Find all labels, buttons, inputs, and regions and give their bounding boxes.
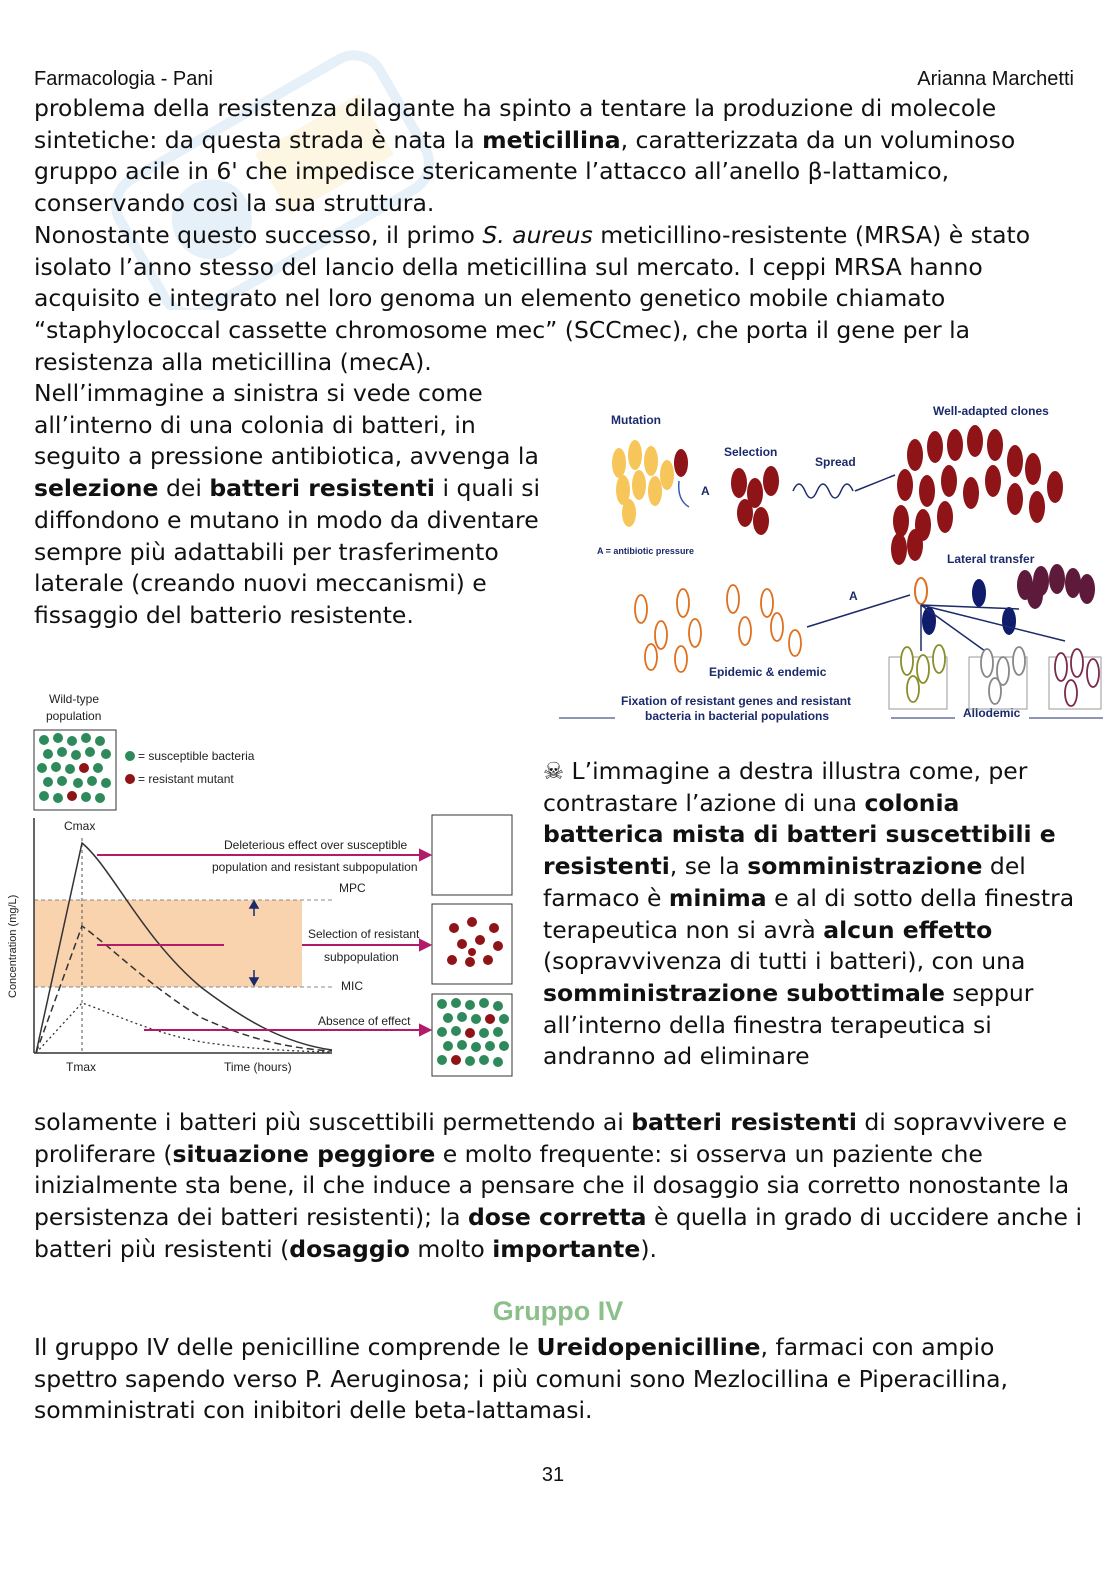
label-spread: Spread xyxy=(815,455,856,469)
header-course: Farmacologia - Pani xyxy=(34,68,213,90)
right-description: ☠ L’immagine a destra illustra come, per contrastare l’azione di una colonia batterica mista di batteri suscettibili e resistenti, se la somministrazione del farmaco è minima e al di sotto della finestra terapeutica non si avrà alcun effetto (sopravvivenza di tutti i batteri), con una somministrazione subottimale seppur all’interno della finestra terapeutica si andranno ad eliminare xyxy=(543,757,1075,1071)
legend-resistant: = resistant mutant xyxy=(138,772,234,786)
label-mutation: Mutation xyxy=(611,413,661,427)
label-selection: Selection xyxy=(724,445,778,459)
label-cmax: Cmax xyxy=(64,819,96,833)
continuation-paragraph: solamente i batteri più suscettibili permettendo ai batteri resistenti di sopravvivere e proliferare (situazione peggiore e molto frequente: si osserva un paziente che inizialmente sta bene, il che induce a pensare che il dosaggio sia corretto nonostante la persistenza dei batteri resistenti); la dose corretta è quella in grado di uccidere anche i batteri più resistenti (dosaggio molto importante). xyxy=(34,1108,1082,1263)
mutant-selection-window-figure xyxy=(2,688,522,1083)
intro-paragraph-2: Nonostante questo successo, il primo S. aureus meticillino-resistente (MRSA) è stato isolato l’anno stesso del lancio della meticillina sul mercato. I ceppi MRSA hanno acquisito e integrato nel loro genoma un elemento genetico mobile chiamato “staphylococcal cassette chromosome mec” (SCCmec), che porta il gene per la resistenza alla meticillina (mecA). xyxy=(34,221,1031,376)
intro-paragraph-1: problema della resistenza dilagante ha spinto a tentare la produzione di molecole sintetiche: da questa strada è nata la meticillina, caratterizzata da un voluminoso gruppo acile in 6' che impedisce stericamente l’attacco all’anello β-lattamico, conservando così la sua struttura. xyxy=(34,94,1016,218)
label-allodemic: Allodemic xyxy=(963,706,1021,720)
label-epidemic: Epidemic & endemic xyxy=(709,665,827,679)
label-a2: A xyxy=(849,589,858,603)
section-heading: Gruppo IV xyxy=(492,1296,624,1326)
left-description: Nell’immagine a sinistra si vede come all’interno di una colonia di batteri, in seguito a pressione antibiotica, avvenga la selezione dei batteri resistenti i quali si diffondono e mutano in modo da diventare sempre più adattabili per trasferimento laterale (creando nuovi meccanismi) e fissaggio del batterio resistente. xyxy=(34,379,540,629)
label-mic: MIC xyxy=(341,979,363,993)
label-deleterious-2: population and resistant subpopulation xyxy=(212,860,418,874)
label-absence: Absence of effect xyxy=(318,1014,411,1028)
label-selection-1: Selection of resistant xyxy=(308,927,420,941)
label-tmax: Tmax xyxy=(66,1060,96,1074)
label-xlabel: Time (hours) xyxy=(224,1060,292,1074)
label-well-adapted: Well-adapted clones xyxy=(933,404,1049,418)
header-author: Arianna Marchetti xyxy=(917,68,1074,90)
label-fixation-1: Fixation of resistant genes and resistant xyxy=(621,694,852,708)
label-wild-type-1: Wild-type xyxy=(49,692,100,706)
resistance-spread-figure xyxy=(555,395,1105,730)
label-a1: A xyxy=(701,484,710,498)
page-number: 31 xyxy=(541,1464,565,1486)
label-wild-type-2: population xyxy=(46,709,102,723)
group4-paragraph: Il gruppo IV delle penicilline comprende le Ureidopenicilline, farmaci con ampio spettro sapendo verso P. Aeruginosa; i più comuni sono Mezlocillina e Piperacillina, somministrati con inibitori delle beta-lattamasi. xyxy=(34,1333,1008,1425)
label-ylabel: Concentration (mg/L) xyxy=(7,894,19,998)
label-lateral-transfer: Lateral transfer xyxy=(947,552,1035,566)
skull-icon: ☠ xyxy=(543,757,565,785)
label-antibiotic-pressure: A = antibiotic pressure xyxy=(597,546,694,556)
label-fixation-2: bacteria in bacterial populations xyxy=(645,709,830,723)
label-selection-2: subpopulation xyxy=(324,950,399,964)
label-mpc: MPC xyxy=(339,881,366,895)
label-deleterious-1: Deleterious effect over susceptible xyxy=(224,838,408,852)
legend-susceptible: = susceptible bacteria xyxy=(138,749,255,763)
